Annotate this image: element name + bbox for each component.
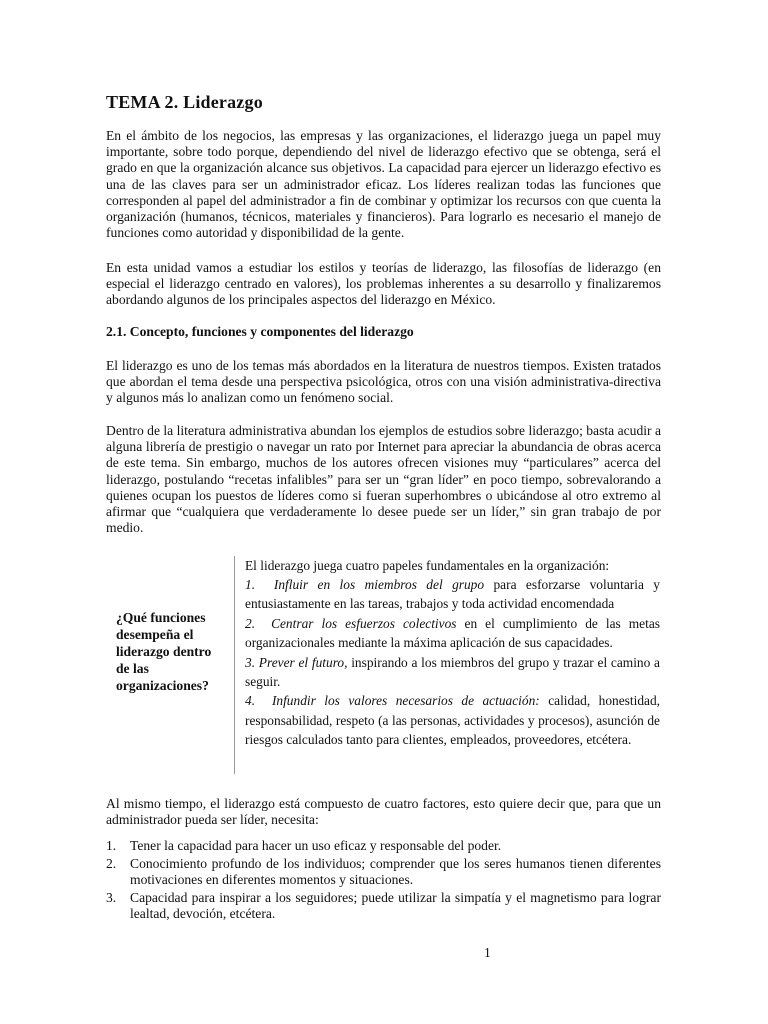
section-heading: 2.1. Concepto, funciones y componentes del liderazgo <box>106 324 414 339</box>
section-paragraph-2: Dentro de la literatura administrativa abundan los ejemplos de estudios sobre liderazgo; basta acudir a alguna librería de prestigio o navegar un rato por Internet para apreciar la abundancia de obras acerca de este tema. Sin embargo, muchos de los autores ofrecen visiones muy “particulares” acerca del liderazgo, postulando “recetas infalibles” para ser un “gran líder” en poco tiempo, sobrevalorando a quienes ocupan los puestos de líderes como si fueran superhombres o ubicándose al otro extremo al afirmar que “cualquiera que verdaderamente lo desee puede ser un líder,” sin gran trabajo de por medio. <box>106 423 661 536</box>
list-item: 2. Conocimiento profundo de los individuos; comprender que los seres humanos tienen diferentes motivaciones en diferentes momentos y situaciones. <box>106 855 661 887</box>
role-item: 1. Influir en los miembros del grupo para esforzarse voluntaria y entusiastamente en las tareas, trabajos y toda actividad encomendada <box>245 577 661 612</box>
factors-list <box>106 838 661 924</box>
role-item: 3. Prever el futuro, inspirando a los miembros del grupo y trazar el camino a seguir. <box>245 654 660 690</box>
page-title: TEMA 2. Liderazgo <box>106 92 263 112</box>
intro-paragraph-2: En esta unidad vamos a estudiar los estilos y teorías de liderazgo, las filosofías de liderazgo (en especial el liderazgo centrado en valores), los problemas inherentes a su desarrollo y finalizaremos abordando algunos de los principales aspectos del liderazgo en México. <box>106 260 661 308</box>
roles-intro: El liderazgo juega cuatro papeles fundamentales en la organización: <box>245 558 610 573</box>
page-number: 1 <box>484 945 491 960</box>
roles-box <box>234 556 662 774</box>
intro-paragraph-1: En el ámbito de los negocios, las empresas y las organizaciones, el liderazgo juega un papel muy importante, sobre todo porque, dependiendo del nivel de liderazgo efectivo que se obtenga, será el grado en que la organización alcance sus objetivos. La capacidad para ejercer un liderazgo efectivo es una de las claves para ser un administrador eficaz. Los líderes realizan todas las funciones que corresponden al papel del administrador a fin de combinar y optimizar los recursos con que cuenta la organización (humanos, técnicos, materiales y financieros). Para lograrlo es necesario el manejo de funciones como autoridad y disponibilidad de la gente. <box>106 128 661 241</box>
role-item: 4. Infundir los valores necesarios de actuación: calidad, honestidad, responsabilidad, respeto (a las personas, actividades y procesos), asunción de riesgos calculados tanto para clientes, empleados, proveedores, etcétera. <box>245 693 660 748</box>
factors-intro: Al mismo tiempo, el liderazgo está compuesto de cuatro factores, esto quiere decir que, para que un administrador pueda ser líder, necesita: <box>106 796 661 828</box>
section-paragraph-1: El liderazgo es uno de los temas más abordados en la literatura de nuestros tiempos. Existen tratados que abordan el tema desde una perspectiva psicológica, otros con una visión administrativa-directiva y algunos más lo analizan como un fenómeno social. <box>106 358 661 406</box>
role-item: 2. Centrar los esfuerzos colectivos en el cumplimiento de las metas organizacionales mediante la máxima aplicación de sus capacidades. <box>245 615 660 651</box>
sidebar-question: ¿Qué funciones desempeña el liderazgo dentro de las organizaciones? <box>116 610 212 693</box>
list-item: 3. Capacidad para inspirar a los seguidores; puede utilizar la simpatía y el magnetismo para lograr lealtad, devoción, etcétera. <box>106 889 661 921</box>
list-item: 1. Tener la capacidad para hacer un uso eficaz y responsable del poder. <box>106 838 502 853</box>
